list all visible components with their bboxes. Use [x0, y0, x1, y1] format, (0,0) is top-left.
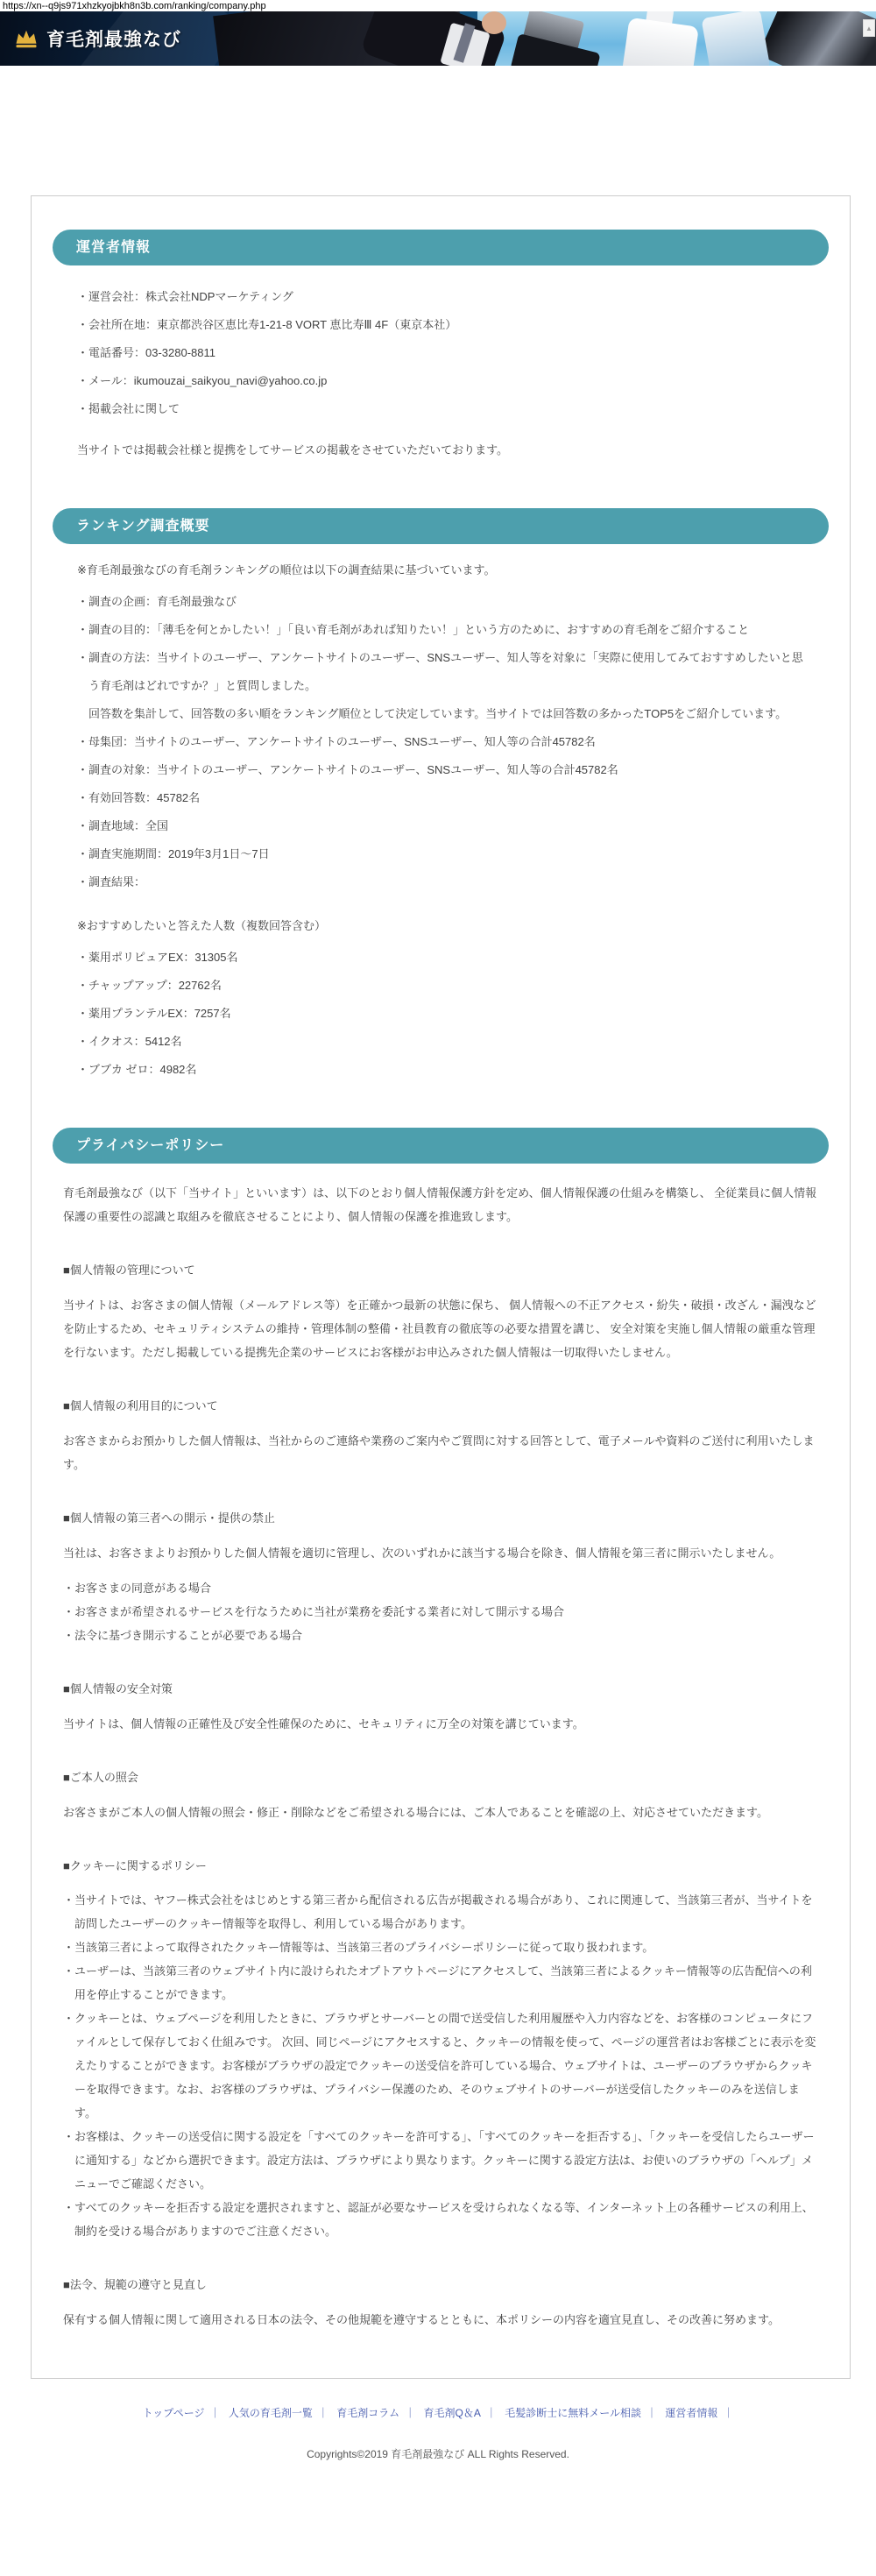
privacy-block-paragraph: 当サイトは、個人情報の正確性及び安全性確保のために、セキュリティに万全の対策を講じています。	[63, 1717, 584, 1730]
privacy-block-heading: ■個人情報の管理について	[63, 1263, 195, 1277]
result-item-iqos: ・イクオス：5412名	[77, 1035, 182, 1048]
section-heading-operator: 運営者情報	[53, 230, 829, 265]
footer-separator: ｜	[485, 2407, 497, 2419]
privacy-block-paragraph: お客さまがご本人の個人情報の照会・修正・削除などをご希望される場合には、ご本人であることを確認の上、対応させていただきます。	[63, 1806, 768, 1819]
copyright-text: Copyrights©2019 育毛剤最強なび ALL Rights Reserved.	[307, 2448, 569, 2460]
footer-separator: ｜	[646, 2407, 657, 2419]
privacy-block-cookies	[63, 1854, 818, 2243]
privacy-block-paragraph: 当サイトは、お客さまの個人情報（メールアドレス等）を正確かつ最新の状態に保ち、 個人情報への不正アクセス・紛失・破損・改ざん・漏洩などを防止するため、セキュリティシステムの維持・管理体制の整備・社員教育の徹底等の必要な措置を講じ、 安全対策を実施し個人情報の厳重な管理を行ないます。ただし掲載している提携先企業のサービスにお客様がお申込みされた個人情報は一切取得いたしません。	[63, 1299, 816, 1359]
privacy-bullet: ・お客様は、クッキーの送受信に関する設定を「すべてのクッキーを許可する」、「すべてのクッキーを拒否する」、「クッキーを受信したらユーザーに通知する」などから選択できます。設定方法は、ブラウザにより異なります。クッキーに関する設定方法は、お使いのブラウザの「ヘルプ」メニューでご確認ください。	[63, 2130, 815, 2190]
privacy-block-inquiry	[63, 1766, 818, 1824]
privacy-block-heading: ■個人情報の安全対策	[63, 1682, 173, 1695]
crown-icon	[13, 29, 39, 49]
footer-separator: ｜	[405, 2407, 416, 2419]
result-item-bubka: ・ブブカ ゼロ：4982名	[77, 1063, 197, 1076]
privacy-bullet: ・当サイトでは、ヤフー株式会社をはじめとする第三者から配信される広告が掲載される場合があり、これに関連して、当該第三者が、当サイトを訪問したユーザーのクッキー情報等を取得し、利用している場合があります。	[63, 1893, 813, 1930]
ranking-lead-note: ※育毛剤最強なびの育毛剤ランキングの順位は以下の調査結果に基づいています。	[77, 563, 496, 577]
privacy-block-security	[63, 1677, 818, 1736]
privacy-bullet: ・すべてのクッキーを拒否する設定を選択されますと、認証が必要なサービスを受けられなくなる等、インターネット上の各種サービスの利用上、制約を受ける場合がありますのでご注意ください。	[63, 2201, 814, 2238]
privacy-bullet: ・お客さまの同意がある場合	[63, 1582, 212, 1595]
footer-link-column[interactable]: 育毛剤コラム	[336, 2407, 400, 2419]
list-item-period: ・調査実施期間：2019年3月1日～7日	[77, 847, 270, 860]
list-item-result: ・調査結果：	[77, 875, 146, 888]
result-item-chapup: ・チャップアップ：22762名	[77, 979, 222, 992]
list-item-purpose: ・調査の目的：「薄毛を何とかしたい！」「良い育毛剤があれば知りたい！」という方のために、おすすめの育毛剤をご紹介すること	[77, 623, 750, 636]
list-item-phone: ・電話番号：03-3280-8811	[77, 346, 215, 359]
footer-link-top-page[interactable]: トップページ	[142, 2407, 205, 2419]
privacy-bullet: ・法令に基づき開示することが必要である場合	[63, 1629, 303, 1642]
privacy-block-management	[63, 1258, 818, 1364]
footer-separator: ｜	[209, 2407, 221, 2419]
privacy-block-heading: ■クッキーに関するポリシー	[63, 1859, 207, 1872]
privacy-block-law-compliance	[63, 2273, 818, 2332]
footer-link-operator-info[interactable]: 運営者情報	[665, 2407, 718, 2419]
privacy-third-party-cases	[63, 1576, 818, 1647]
site-logo-link[interactable]	[13, 25, 181, 52]
privacy-block-usage-purpose	[63, 1394, 818, 1476]
privacy-block-heading: ■個人情報の利用目的について	[63, 1399, 218, 1412]
list-item-region: ・調査地域：全国	[77, 819, 169, 832]
privacy-block-third-party	[63, 1506, 818, 1647]
privacy-block-heading: ■ご本人の照会	[63, 1771, 138, 1784]
survey-result-list	[53, 944, 829, 1084]
result-item-plantel: ・薬用プランテルEX：7257名	[77, 1007, 231, 1020]
privacy-bullet: ・当該第三者によって取得されたクッキー情報等は、当該第三者のプライバシーポリシーに従って取り扱われます。	[63, 1941, 654, 1954]
footer-link-qa[interactable]: 育毛剤Q＆A	[423, 2407, 481, 2419]
privacy-bullet: ・ユーザーは、当該第三者のウェブサイト内に設けられたオプトアウトページにアクセスして、当該第三者によるクッキー情報等の広告配信への利用を停止することができます。	[63, 1964, 812, 2001]
section-heading-ranking: ランキング調査概要	[53, 508, 829, 544]
header-photo-bottle-white	[622, 18, 699, 66]
privacy-block-paragraph: お客さまからお預かりした個人情報は、当社からのご連絡や業務のご案内やご質問に対する回答として、電子メールや資料のご送付に利用いたします。	[63, 1434, 815, 1471]
footer-separator: ｜	[317, 2407, 328, 2419]
section-ranking-survey	[53, 508, 829, 1084]
page-footer	[0, 2405, 876, 2461]
ranking-survey-list	[53, 588, 829, 896]
site-header-banner	[0, 11, 876, 66]
scrollbar-up-button[interactable]: ▲	[863, 19, 875, 37]
list-item-email: ・メール：ikumouzai_saikyou_navi@yahoo.co.jp	[77, 374, 328, 387]
footer-nav	[0, 2405, 876, 2420]
operator-info-list	[53, 283, 829, 423]
privacy-cookie-bullets	[63, 1888, 818, 2243]
privacy-block-heading: ■法令、規範の遵守と見直し	[63, 2278, 207, 2291]
list-item-method: ・調査の方法：当サイトのユーザー、アンケートサイトのユーザー、SNSユーザー、知人等を対象に「実際に使用してみておすすめしたいと思う育毛剤はどれですか？」と質問しました。 回答数を集計して、回答数の多い順をランキング順位として決定しています。当サイトでは回答数の多かったTOP5をご紹介しています。	[77, 651, 803, 720]
footer-separator: ｜	[723, 2407, 734, 2419]
header-photo-bottle-blue	[701, 11, 770, 66]
footer-link-popular-products[interactable]: 人気の育毛剤一覧	[228, 2407, 313, 2419]
site-title: 育毛剤最強なび	[46, 30, 181, 50]
privacy-block-paragraph: 当社は、お客さまよりお預かりした個人情報を適切に管理し、次のいずれかに該当する場合を除き、個人情報を第三者に開示いたしません。	[63, 1546, 781, 1560]
survey-result-lead: ※おすすめしたいと答えた人数（複数回答含む）	[77, 919, 327, 932]
section-operator-info	[53, 230, 829, 464]
list-item-valid-responses: ・有効回答数：45782名	[77, 791, 201, 804]
footer-link-mail-consult[interactable]: 毛髪診断士に無料メール相談	[505, 2407, 641, 2419]
section-heading-privacy: プライバシーポリシー	[53, 1128, 829, 1164]
browser-url-text: https://xn--q9js971xhzkyojbkh8n3b.com/ranking/company.php	[3, 1, 266, 11]
header-photo-face	[482, 11, 506, 34]
privacy-block-heading: ■個人情報の第三者への開示・提供の禁止	[63, 1511, 275, 1525]
result-item-polypure: ・薬用ポリピュアEX：31305名	[77, 951, 238, 964]
privacy-block-paragraph: 保有する個人情報に関して適用される日本の法令、その他規範を遵守するとともに、本ポリシーの内容を適宜見直し、その改善に努めます。	[63, 2313, 780, 2326]
list-item-listed-companies: ・掲載会社に関して	[77, 402, 180, 415]
header-photo-bottle-metal	[758, 11, 876, 66]
privacy-intro: 育毛剤最強なび（以下「当サイト」といいます）は、以下のとおり個人情報保護方針を定め、個人情報保護の仕組みを構築し、 全従業員に個人情報保護の重要性の認識と取組みを徹底させることにより、個人情報の保護を推進致します。	[63, 1186, 817, 1223]
list-item-address: ・会社所在地：東京都渋谷区恵比寿1-21-8 VORT 恵比寿Ⅲ 4F（東京本社）	[77, 318, 457, 331]
list-item-plan: ・調査の企画：育毛剤最強なび	[77, 595, 237, 608]
privacy-bullet: ・お客さまが希望されるサービスを行なうために当社が業務を委託する業者に対して開示する場合	[63, 1605, 565, 1618]
content-card	[31, 195, 851, 2379]
privacy-bullet: ・クッキーとは、ウェブページを利用したときに、ブラウザとサーバーとの間で送受信した利用履歴や入力内容などを、お客様のコンピュータにファイルとして保存しておく仕組みです。 次回、同じページにアクセスすると、クッキーの情報を使って、ページの運営者はお客様ごとに表示を変えたりすることができます。お客様がブラウザの設定でクッキーの送受信を許可している場合、ウェブサイトは、ユーザーのブラウザからクッキーを取得できます。なお、お客様のブラウザは、プライバシー保護のため、そのウェブサイトのサーバーが送受信したクッキーのみを送信します。	[63, 2012, 816, 2120]
list-item-target: ・調査の対象：当サイトのユーザー、アンケートサイトのユーザー、SNSユーザー、知人等の合計45782名	[77, 763, 618, 776]
section-privacy-policy	[53, 1128, 829, 2332]
list-item-population: ・母集団：当サイトのユーザー、アンケートサイトのユーザー、SNSユーザー、知人等の合計45782名	[77, 735, 596, 748]
privacy-policy-body	[63, 1181, 818, 2332]
list-item-company: ・運営会社：株式会社NDPマーケティング	[77, 290, 293, 303]
operator-note: 当サイトでは掲載会社様と提携をしてサービスの掲載をさせていただいております。	[77, 443, 509, 456]
